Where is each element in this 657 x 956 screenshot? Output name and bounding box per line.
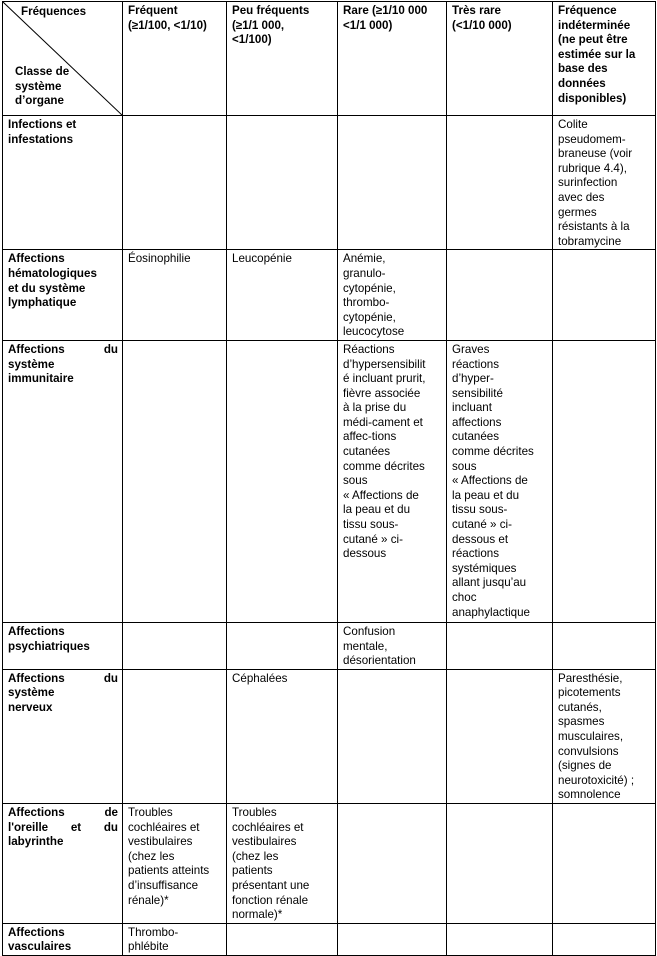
table-row-immune: [3, 340, 656, 622]
table-row-infections: [3, 116, 656, 250]
table-cell: [123, 116, 227, 250]
table-row-psychiatric: [3, 622, 656, 669]
table-cell: [553, 340, 656, 622]
header-row: [3, 2, 656, 116]
table-cell: Graves réactions d’hyper- sensibilité incluant affections cutanées comme décrites sous « Affections de la peau et du tissu sous- cutané » ci- dessous et réactions systémiques allant jusqu’au choc anaphylactique: [447, 340, 553, 622]
table-cell: [227, 923, 338, 955]
organ-class-label-rest: système immunitaire: [8, 357, 74, 386]
corner-cell: [3, 2, 123, 116]
table-cell: [447, 622, 553, 669]
table-cell: Réactions d’hypersensibilit é incluant prurit, fièvre associée à la prise du médi-cament et affec-tions cutanées comme décrites sous « Affections de la peau et du tissu sous- cutané » ci- dessous: [338, 340, 447, 622]
table-row-vascular: [3, 923, 656, 955]
organ-class-label-line: Affections du: [8, 671, 118, 685]
table-cell: Anémie, granulo- cytopénie, thrombo- cytopénie, leucocytose: [338, 250, 447, 341]
table-cell: Troubles cochléaires et vestibulaires (chez les patients atteints d’insuffisance rénale)*: [123, 804, 227, 924]
organ-class-label: Infections et infestations: [3, 116, 123, 250]
table-cell: [447, 923, 553, 955]
table-cell: Céphalées: [227, 669, 338, 803]
organ-class-label-rest: système nerveux: [8, 686, 55, 714]
table-cell: [447, 669, 553, 803]
table-cell: Confusion mentale, désorientation: [338, 622, 447, 669]
col-header-unknown: Fréquence indéterminée (ne peut être estimée sur la base des données disponibles): [553, 2, 656, 116]
frequency-table: [2, 1, 656, 956]
table-row-nervous: [3, 669, 656, 803]
table-cell: [447, 250, 553, 341]
table-cell: Éosinophilie: [123, 250, 227, 341]
organ-class-label: Affections vasculaires: [3, 923, 123, 955]
table-cell: [227, 340, 338, 622]
table-cell: [447, 116, 553, 250]
table-row-ear: [3, 804, 656, 924]
organ-class-label-line: Affections du: [8, 342, 118, 356]
table-row-hematological: [3, 250, 656, 341]
table-cell: Thrombo- phlébite: [123, 923, 227, 955]
organ-class-label-line: Affections de: [8, 806, 118, 820]
col-header-very-rare: Très rare (<1/10 000): [447, 2, 553, 116]
table-cell: [123, 669, 227, 803]
table-cell: [338, 116, 447, 250]
table-cell: [553, 804, 656, 924]
organ-class-label-line: l'oreille et du: [8, 820, 118, 834]
col-header-uncommon: Peu fréquents (≥1/1 000, <1/100): [227, 2, 338, 116]
table-cell: [227, 622, 338, 669]
table-cell: [447, 804, 553, 924]
organ-class-label: Affections psychiatriques: [3, 622, 123, 669]
organ-class-label: [3, 340, 123, 622]
corner-frequency-label: Fréquences: [21, 5, 87, 18]
table-cell: [338, 669, 447, 803]
organ-class-label-rest: labyrinthe: [8, 835, 64, 849]
organ-class-label: [3, 669, 123, 803]
table-cell: Colite pseudomem- braneuse (voir rubrique 4.4), surinfection avec des germes résistants à la tobramycine: [553, 116, 656, 250]
organ-class-label: Affections hématologiques et du système lymphatique: [3, 250, 123, 341]
table-cell: [553, 622, 656, 669]
table-cell: [227, 116, 338, 250]
table-cell: [338, 923, 447, 955]
table-cell: Leucopénie: [227, 250, 338, 341]
col-header-frequent: Fréquent (≥1/100, <1/10): [123, 2, 227, 116]
col-header-rare: Rare (≥1/10 000 <1/1 000): [338, 2, 447, 116]
table-cell: [553, 923, 656, 955]
table-cell: [553, 250, 656, 341]
table-cell: [123, 340, 227, 622]
table-cell: [123, 622, 227, 669]
table-cell: Troubles cochléaires et vestibulaires (chez les patients présentant une fonction rénale normale)*: [227, 804, 338, 924]
corner-organ-class-label: Classe de système d’organe: [15, 65, 70, 108]
table-cell: [338, 804, 447, 924]
table-cell: Paresthésie, picotements cutanés, spasmes musculaires, convulsions (signes de neurotoxicité) ; somnolence: [553, 669, 656, 803]
organ-class-label: [3, 804, 123, 924]
